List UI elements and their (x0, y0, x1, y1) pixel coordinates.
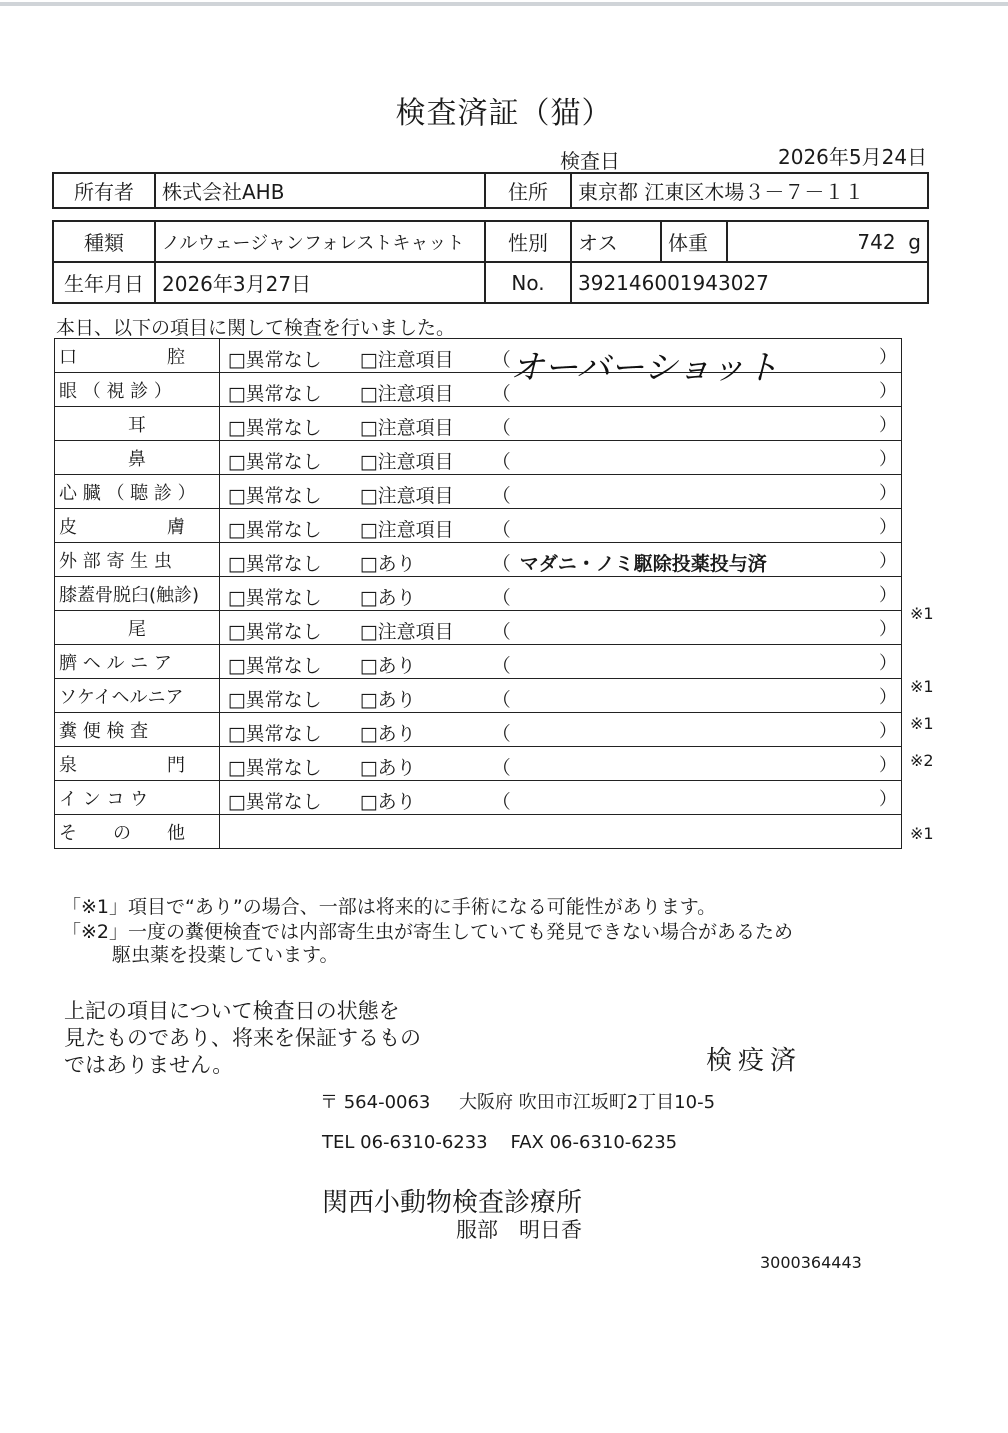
option-no-abnormality: □異常なし (227, 485, 322, 507)
sex-value: オス (571, 221, 661, 262)
disclaimer-line-3: ではありません。 (64, 1053, 234, 1077)
option-attention: □あり (359, 723, 416, 745)
footnote-mark: ※1 (910, 603, 934, 623)
open-paren: （ (491, 621, 511, 643)
clinic-person: 服部 明日香 (456, 1218, 582, 1242)
inspection-item-name: 耳 (55, 407, 220, 441)
open-paren: （ (491, 553, 511, 575)
option-no-abnormality: □異常なし (227, 519, 322, 541)
inspection-result-cell (219, 781, 875, 815)
inspection-item-name: 口 腔 (55, 339, 220, 373)
inspection-item-name: ソケイヘルニア (55, 679, 220, 713)
open-paren: （ (491, 451, 511, 473)
disclaimer-line-1: 上記の項目について検査日の状態を (64, 999, 400, 1023)
option-attention: □あり (359, 689, 416, 711)
inspection-item-name: 臍 ヘ ル ニ ア (55, 645, 220, 679)
option-attention: □あり (359, 553, 416, 575)
close-paren: ） (875, 747, 902, 781)
inspection-row (55, 577, 902, 611)
inspection-date-label: 検査日 (560, 149, 620, 173)
close-paren: ） (875, 781, 902, 815)
inspection-result-cell (219, 441, 875, 475)
close-paren: ） (875, 679, 902, 713)
inspection-result-cell (219, 577, 875, 611)
inspection-date: 2026年5月24日 (778, 145, 928, 169)
clinic-name: 関西小動物検査診療所 (322, 1188, 583, 1218)
option-no-abnormality: □異常なし (227, 587, 322, 609)
inspection-row (55, 441, 902, 475)
inspection-result-cell (219, 679, 875, 713)
option-attention: □注意項目 (359, 451, 454, 473)
inspection-item-name: 皮 膚 (55, 509, 220, 543)
option-no-abnormality: □異常なし (227, 689, 322, 711)
close-paren: ） (875, 441, 902, 475)
option-no-abnormality: □異常なし (227, 757, 322, 779)
inspection-result-cell (219, 645, 875, 679)
inspection-item-name: 尾 (55, 611, 220, 645)
inspection-row (55, 713, 902, 747)
footnote-mark: ※1 (910, 677, 934, 697)
owner-table (52, 172, 929, 209)
option-attention: □あり (359, 655, 416, 677)
open-paren: （ (491, 723, 511, 745)
inspection-note: マダニ・ノミ駆除投薬投与済 (519, 553, 767, 575)
option-attention: □あり (359, 587, 416, 609)
option-no-abnormality: □異常なし (227, 791, 322, 813)
footnote-2-cont: 駆虫薬を投薬しています。 (112, 944, 339, 966)
option-attention: □注意項目 (359, 519, 454, 541)
footnote-2: 「※2」一度の糞便検査では内部寄生虫が寄生していても発見できない場合があるため (62, 921, 794, 943)
close-paren: ） (875, 509, 902, 543)
clinic-tel: TEL 06-6310-6233 (322, 1132, 488, 1153)
option-no-abnormality: □異常なし (227, 723, 322, 745)
other-label: そ の 他 (55, 815, 220, 849)
close-paren: ） (875, 339, 902, 373)
handwritten-note: オーバーショット (510, 348, 779, 388)
inspection-item-name: 外 部 寄 生 虫 (55, 543, 220, 577)
option-no-abnormality: □異常なし (227, 417, 322, 439)
scan-edge (0, 2, 1008, 6)
inspection-result-cell (219, 475, 875, 509)
other-value (219, 815, 901, 849)
option-attention: □あり (359, 791, 416, 813)
close-paren: ） (875, 475, 902, 509)
open-paren: （ (491, 417, 511, 439)
open-paren: （ (491, 791, 511, 813)
close-paren: ） (875, 713, 902, 747)
weight-value: 742 (857, 229, 896, 254)
intro-text: 本日、以下の項目に関して検査を行いました。 (56, 317, 456, 339)
inspection-row (55, 645, 902, 679)
clinic-fax: FAX 06-6310-6235 (510, 1132, 678, 1153)
quarantine-stamp: 検疫済 (706, 1046, 803, 1076)
close-paren: ） (875, 645, 902, 679)
inspection-row (55, 407, 902, 441)
inspection-row (55, 475, 902, 509)
inspection-item-name: 泉 門 (55, 747, 220, 781)
footnote-mark: ※1 (910, 824, 934, 844)
inspection-row (55, 679, 902, 713)
birth-label: 生年月日 (53, 262, 155, 303)
breed-label: 種類 (53, 221, 155, 262)
inspection-row (55, 781, 902, 815)
open-paren: （ (491, 655, 511, 677)
option-attention: □注意項目 (359, 417, 454, 439)
option-attention: □注意項目 (359, 485, 454, 507)
inspection-result-cell (219, 747, 875, 781)
document-title: 検査済証（猫） (395, 96, 613, 131)
serial-number: 3000364443 (760, 1253, 862, 1272)
option-no-abnormality: □異常なし (227, 621, 322, 643)
postal-code: 〒 564-0063 (320, 1092, 431, 1113)
inspection-result-cell (219, 407, 875, 441)
weight-unit: g (908, 229, 921, 254)
open-paren: （ (491, 383, 511, 405)
inspection-item-name: 鼻 (55, 441, 220, 475)
inspection-item-name: 糞 便 検 査 (55, 713, 220, 747)
no-label: No. (485, 262, 571, 303)
open-paren: （ (491, 587, 511, 609)
sex-label: 性別 (485, 221, 571, 262)
close-paren: ） (875, 611, 902, 645)
breed-value: ノルウェージャンフォレストキャット (155, 221, 485, 262)
inspection-table (54, 338, 902, 849)
no-value: 392146001943027 (571, 262, 928, 303)
footnote-mark: ※2 (910, 750, 934, 770)
option-no-abnormality: □異常なし (227, 451, 322, 473)
owner-value: 株式会社AHB (155, 173, 485, 208)
owner-label: 所有者 (53, 173, 155, 208)
option-no-abnormality: □異常なし (227, 655, 322, 677)
close-paren: ） (875, 407, 902, 441)
option-attention: □注意項目 (359, 349, 454, 371)
inspection-result-cell (219, 713, 875, 747)
open-paren: （ (491, 519, 511, 541)
option-attention: □注意項目 (359, 621, 454, 643)
open-paren: （ (491, 757, 511, 779)
disclaimer-line-2: 見たものであり、将来を保証するもの (64, 1026, 421, 1050)
option-attention: □注意項目 (359, 383, 454, 405)
clinic-street: 大阪府 吹田市江坂町2丁目10-5 (459, 1092, 716, 1113)
close-paren: ） (875, 373, 902, 407)
disclaimer (64, 998, 421, 1079)
inspection-result-cell (219, 509, 875, 543)
inspection-item-name: 膝蓋骨脱臼(触診) (55, 577, 220, 611)
open-paren: （ (491, 485, 511, 507)
inspection-row (55, 747, 902, 781)
clinic-address (320, 1088, 715, 1114)
address-value: 東京都 江東区木場３－７－１１ (571, 173, 928, 208)
option-no-abnormality: □異常なし (227, 553, 322, 575)
footnote-mark: ※1 (910, 714, 934, 733)
inspection-result-cell (219, 611, 875, 645)
open-paren: （ (491, 689, 511, 711)
inspection-item-name: イ ン コ ウ (55, 781, 220, 815)
weight-cell (727, 221, 928, 262)
weight-label: 体重 (661, 221, 727, 262)
inspection-row (55, 543, 902, 577)
open-paren: （ (491, 349, 511, 371)
close-paren: ） (875, 543, 902, 577)
inspection-result-cell (219, 543, 875, 577)
animal-table (52, 220, 929, 304)
close-paren: ） (875, 577, 902, 611)
inspection-row-other (55, 815, 902, 849)
option-no-abnormality: □異常なし (227, 383, 322, 405)
option-no-abnormality: □異常なし (227, 349, 322, 371)
footnote-1: 「※1」項目で“あり”の場合、一部は将来的に手術になる可能性があります。 (62, 896, 717, 918)
option-attention: □あり (359, 757, 416, 779)
inspection-item-name: 心 臓 （ 聴 診 ） (55, 475, 220, 509)
inspection-item-name: 眼 （ 視 診 ） (55, 373, 220, 407)
clinic-contact (322, 1132, 677, 1153)
address-label: 住所 (485, 173, 571, 208)
birth-value: 2026年3月27日 (155, 262, 485, 303)
inspection-row (55, 611, 902, 645)
inspection-row (55, 509, 902, 543)
